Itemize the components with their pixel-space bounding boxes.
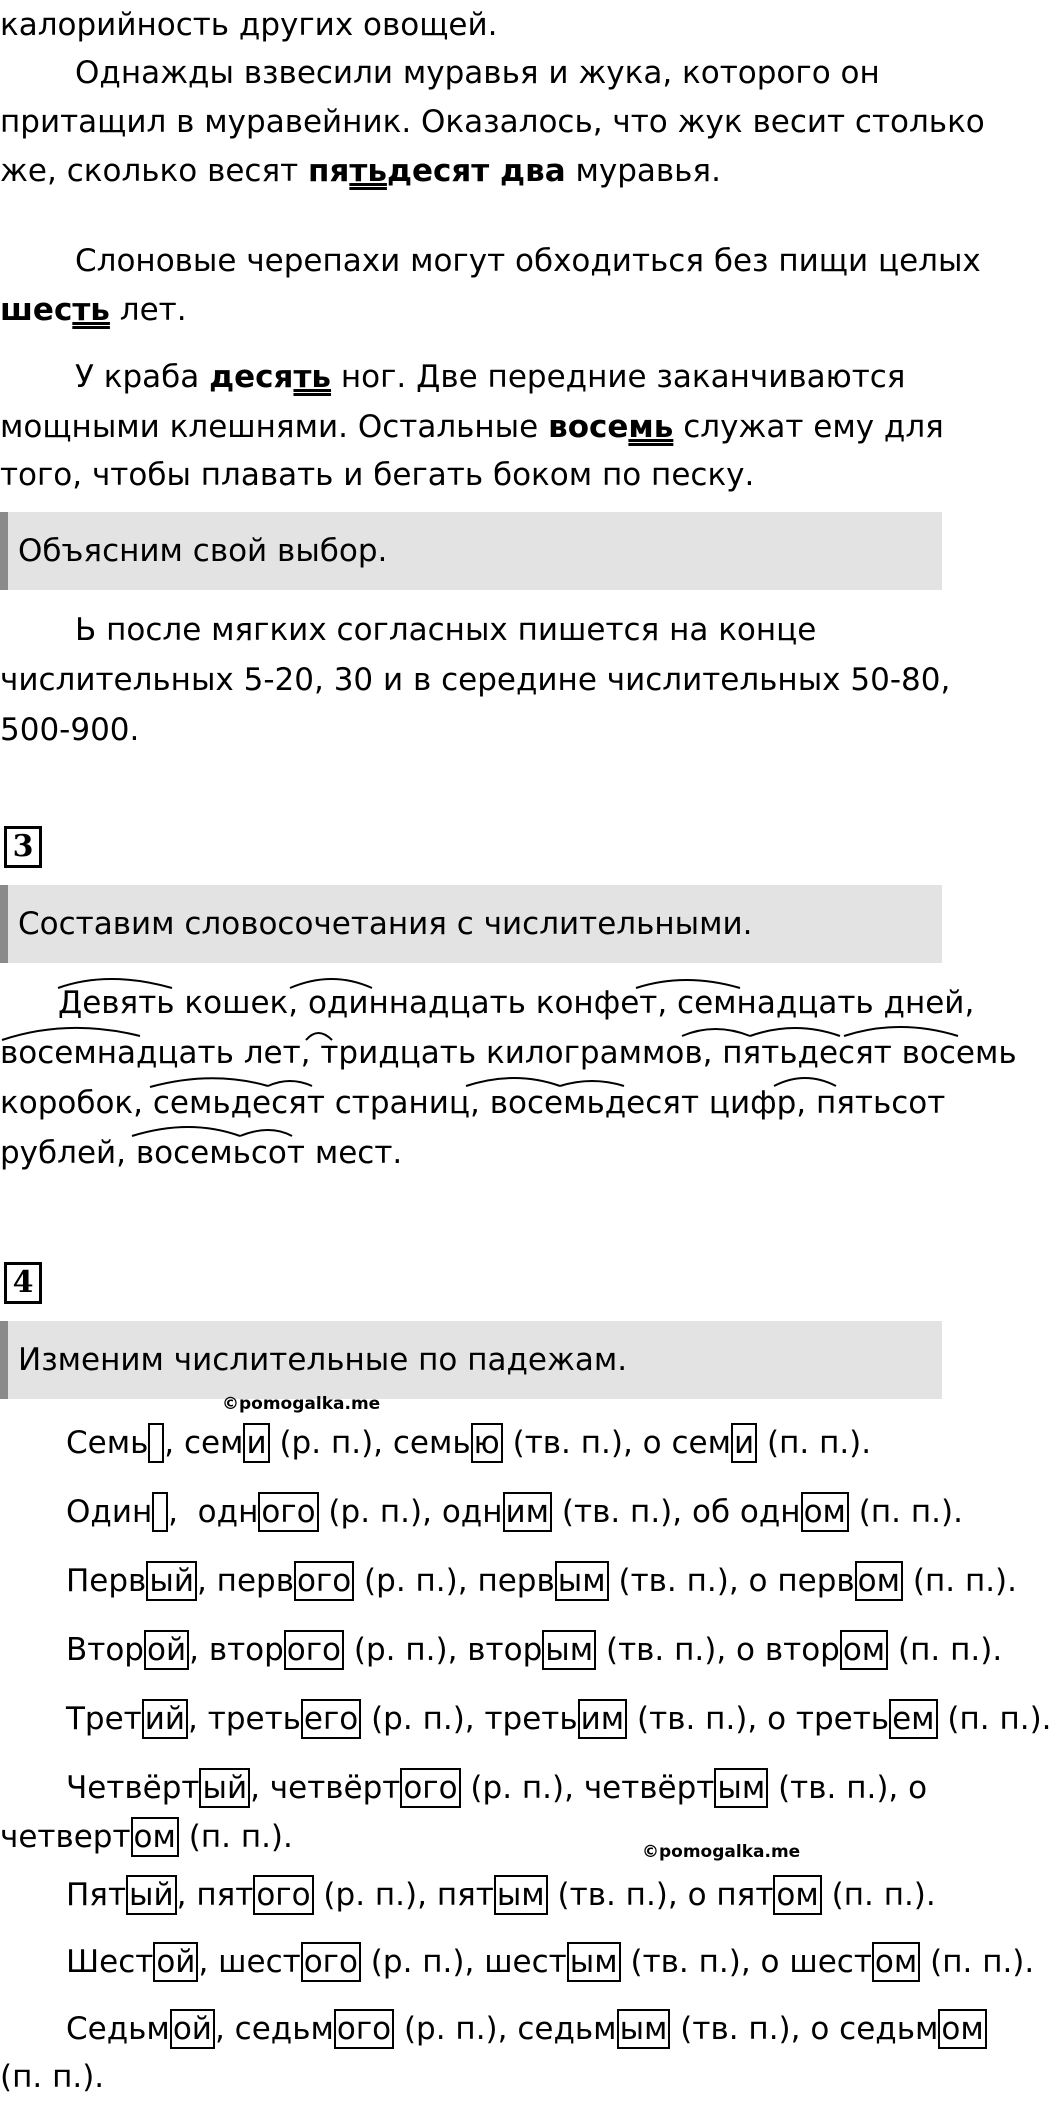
text-line: же, сколько весят пятьдесят два муравья. [0, 153, 721, 189]
text-line: Девять кошек, одиннадцать конфет, семнадцать дней, [58, 985, 975, 1021]
text-line: Однажды взвесили муравья и жука, которого он [75, 55, 880, 91]
text-line: того, чтобы плавать и бегать боком по песку. [0, 457, 755, 493]
declension-row: Седьмой, седьмого (р. п.), седьмым (тв. п.), о седьмом [66, 2004, 987, 2054]
declension-row: Шестой, шестого (р. п.), шестым (тв. п.), о шестом (п. п.). [66, 1944, 1035, 1980]
watermark: ©pomogalka.me [222, 1394, 381, 1414]
text-line: притащил в муравейник. Оказалось, что жук весит столько [0, 104, 985, 140]
declension-row: Семь , семи (р. п.), семью (тв. п.), о семи (п. п.). [66, 1425, 872, 1461]
text-line: шесть лет. [0, 292, 187, 328]
text-line: 500-900. [0, 712, 140, 748]
text-line: Слоновые черепахи могут обходиться без пищи целых [75, 243, 981, 279]
declension-row: Первый, первого (р. п.), первым (тв. п.), о первом (п. п.). [66, 1563, 1018, 1599]
text-line: калорийность других овощей. [0, 7, 498, 43]
watermark: ©pomogalka.me [642, 1842, 801, 1862]
declension-row: Третий, третьего (р. п.), третьим (тв. п.), о третьем (п. п.). [66, 1701, 1052, 1737]
text-line: мощными клешнями. Остальные восемь служат ему для [0, 409, 944, 445]
text-line: Ь после мягких согласных пишется на конце [75, 612, 817, 648]
section-banner: Составим словосочетания с числительными. [0, 885, 942, 963]
text-line: рублей, восемьсот мест. [0, 1135, 403, 1171]
declension-row: Четвёртый, четвёртого (р. п.), четвёртым (тв. п.), о [66, 1770, 928, 1806]
text-line: числительных 5-20, 30 и в середине числительных 50-80, [0, 662, 951, 698]
declension-row: Пятый, пятого (р. п.), пятым (тв. п.), о пятом (п. п.). [66, 1877, 936, 1913]
declension-row: Второй, второго (р. п.), вторым (тв. п.), о втором (п. п.). [66, 1632, 1003, 1668]
text-line: У краба десять ног. Две передние заканчиваются [75, 359, 906, 395]
task-number-4: 4 [4, 1262, 42, 1304]
text-line: коробок, семьдесят страниц, восемьдесят цифр, пятьсот [0, 1085, 946, 1121]
declension-row: (п. п.). [0, 2059, 105, 2095]
section-banner: Объясним свой выбор. [0, 512, 942, 590]
declension-row: Один , одного (р. п.), одним (тв. п.), об одном (п. п.). [66, 1494, 963, 1530]
task-number-3: 3 [4, 826, 42, 868]
declension-row: четвертом (п. п.). [0, 1819, 293, 1855]
text-line: восемнадцать лет, тридцать килограммов, пятьдесят восемь [0, 1035, 1017, 1071]
section-banner: Изменим числительные по падежам. [0, 1321, 942, 1399]
